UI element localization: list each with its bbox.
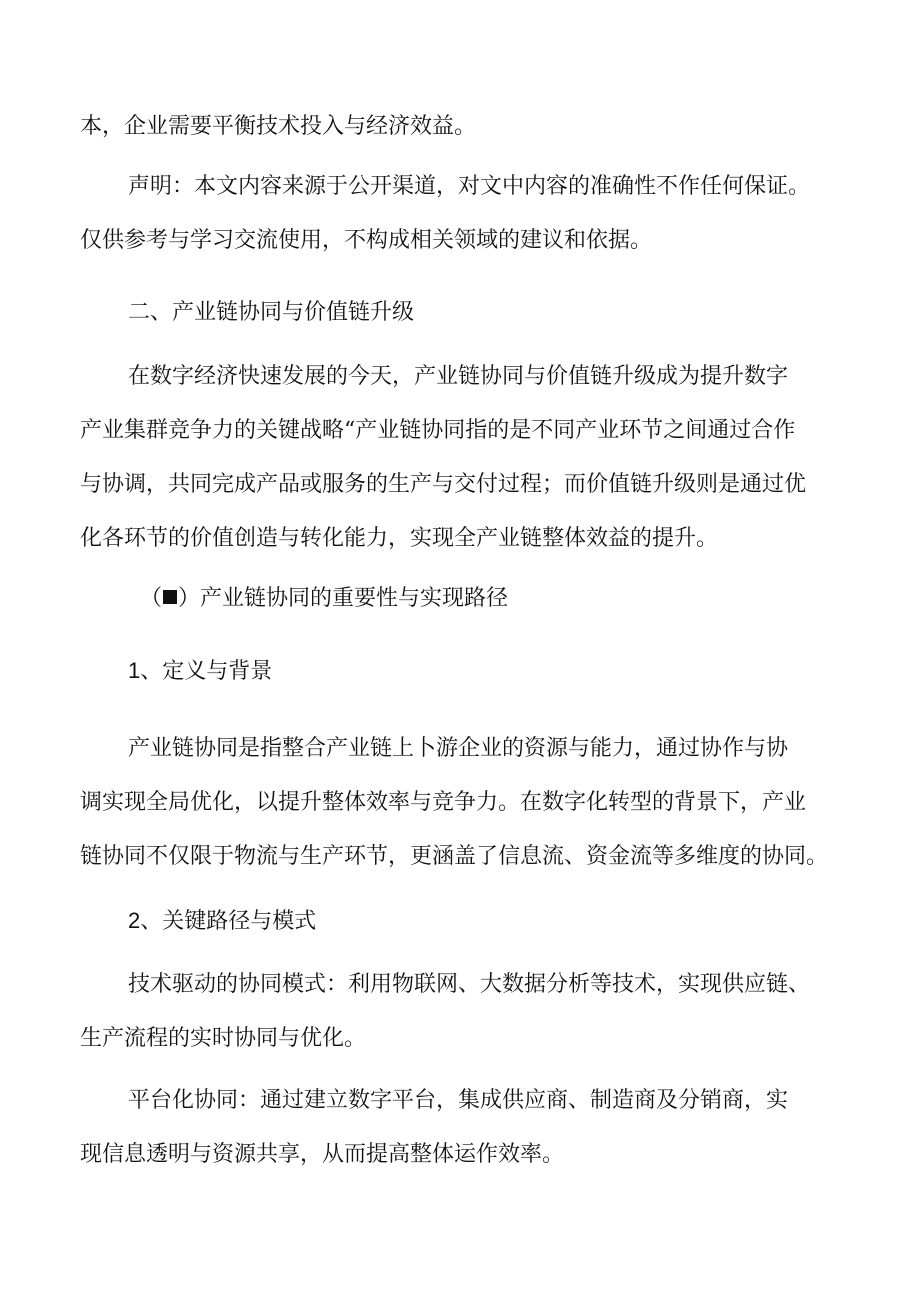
disclaimer-line-2: 仅供参考与学习交流使用，不构成相关领域的建议和依据。 [80,228,653,253]
definition-line-2: 调实现全局优化，以提升整体效率与竞争力。在数字化转型的背景下，产业 [80,790,807,815]
intro-line-3: 与协调，共同完成产品或服务的生产与交付过程；而价值链升级则是通过优 [80,472,807,497]
platform-line-1: 平台化协同：通过建立数字平台，集成供应商、制造商及分销商，实 [128,1088,789,1113]
heading-definition: 1、定义与背景 [128,658,273,683]
heading-key-paths: 2、关键路径与模式 [128,908,317,933]
subsection-title-text: ）产业链协同的重要性与实现路径 [178,586,509,611]
intro-line-4: 化各环节的价值创造与转化能力，实现全产业链整体效益的提升。 [80,526,719,551]
subsection-open-paren: （ [140,586,163,611]
section-title: 二、产业链协同与价值链升级 [128,300,415,325]
tech-line-1: 技术驱动的协同模式：利用物联网、大数据分析等技术，实现供应链、 [128,972,811,997]
definition-line-1: 产业链协同是指整合产业链上卜游企业的资源与能力，通过协作与协 [128,736,789,761]
intro-line-1: 在数字经济快速发展的今天，产业链协同与价值链升级成为提升数字 [128,364,789,389]
intro-line-2: 产业集群竞争力的关键战略“产业链协同指的是不同产业环节之间通过合作 [80,418,796,443]
tech-line-2: 生产流程的实时协同与优化。 [80,1026,367,1051]
disclaimer-line-1: 声明：本文内容来源于公开渠道，对文中内容的准确性不作任何保证。 [128,174,811,199]
subsection-title [140,584,508,614]
definition-line-3: 链协同不仅限于物流与生产环节，更涵盖了信息流、资金流等多维度的协同。 [80,844,829,869]
square-marker-icon [163,590,177,604]
paragraph-continuation: 本，企业需要平衡技术投入与经济效益。 [80,114,477,139]
platform-line-2: 现信息透明与资源共享，从而提高整体运作效率。 [80,1142,565,1167]
